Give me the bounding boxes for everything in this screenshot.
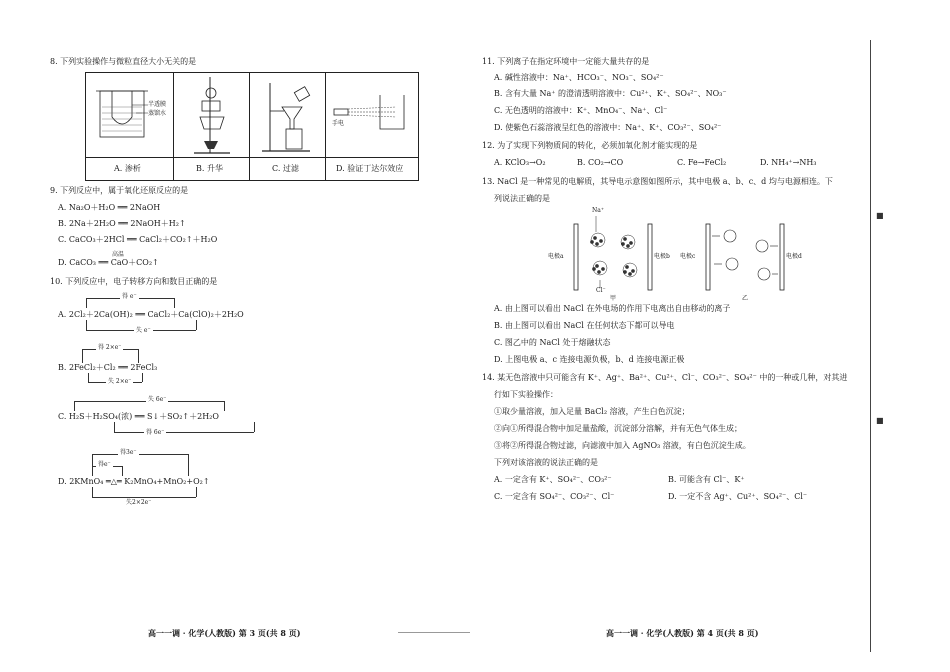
margin-mark: ■ [876,210,884,220]
binding-margin-line [870,40,871,652]
q13-stem-line1: 13. NaCl 是一种常见的电解质，其导电示意图如图所示，其中电极 a、b、c、d 均与电源相连。下 [482,177,833,186]
margin-mark: ■ [876,415,884,425]
q10-c-loss: 失 6e⁻ [148,396,167,403]
q8-captions [86,157,418,180]
q9-option-a: A. Na₂O＋H₂O ══ 2NaOH [58,203,161,212]
electrode-c: 电极c [680,253,696,260]
q13-stem-line2: 列说法正确的是 [494,194,550,203]
na-ion-label: Na⁺ [592,207,604,214]
q8-figure-table [85,72,419,181]
q8-stem: 8. 下列实验操作与微粒直径大小无关的是 [50,57,197,66]
q9-option-d: D. CaCO₃ ══ CaO＋CO₂↑ [58,258,159,267]
q13-option-d: D. 上图电极 a、c 连接电源负极，b、d 连接电源正极 [494,355,685,364]
q14-step-2: ②向①所得混合物中加足量盐酸，沉淀部分溶解，并有无色气体生成； [494,424,742,433]
left-page-footer: 高一一调 · 化学(人教版) 第 3 页(共 8 页) [148,628,301,638]
q11-option-c: C. 无色透明的溶液中：K⁺、MnO₄⁻、Na⁺、Cl⁻ [494,106,668,115]
figure-yi-caption: 乙 [742,295,749,302]
q10-b-gain: 得 2×e⁻ [98,344,122,351]
cl-ion-label: Cl⁻ [596,287,606,294]
q8-option-d: D. 验证丁达尔效应 [336,164,404,173]
q9-stem: 9. 下列反应中，属于氧化还原反应的是 [50,186,189,195]
q13-option-c: C. 图乙中的 NaCl 处于熔融状态 [494,338,611,347]
electrode-d: 电极d [786,253,802,260]
q13-option-b: B. 由上图可以看出 NaCl 在任何状态下都可以导电 [494,321,675,330]
q11-option-a: A. 碱性溶液中：Na⁺、HCO₃⁻、NO₃⁻、SO₄²⁻ [494,73,664,82]
q8-option-b: B. 升华 [196,164,223,173]
tyndall-figure [326,73,418,157]
q8-option-c: C. 过滤 [272,164,299,173]
q10-d-gain-2: 得e⁻ [98,461,111,468]
q12-option-c: C. Fe→FeCl₂ [677,158,727,167]
q14-option-a: A. 一定含有 K⁺、SO₄²⁻、CO₃²⁻ [494,475,612,484]
q8-option-a: A. 渗析 [114,164,141,173]
q14-question: 下列对该溶液的说法正确的是 [494,458,598,467]
q14-step-3: ③将②所得混合物过滤，向滤液中加入 AgNO₃ 溶液，有白色沉淀生成。 [494,441,751,450]
q9-d-condition: 高温 [112,251,125,258]
q9-option-c: C. CaCO₃＋2HCl ══ CaCl₂＋CO₂↑＋H₂O [58,235,218,244]
q9-option-b: B. 2Na＋2H₂O ══ 2NaOH＋H₂↑ [58,219,186,228]
q10-stem: 10. 下列反应中，电子转移方向和数目正确的是 [50,277,218,286]
q10-option-b: B. 2FeCl₂＋Cl₂ ══ 2FeCl₃ [58,363,158,372]
figure-jia-caption: 甲 [610,295,617,302]
right-page-footer: 高一一调 · 化学(人教版) 第 4 页(共 8 页) [606,628,759,638]
q10-a-gain: 得 e⁻ [122,293,137,300]
torch-label: 手电 [332,120,345,127]
q14-stem-line2: 行如下实验操作： [494,390,558,399]
filtration-figure [250,73,326,157]
q14-stem-line1: 14. 某无色溶液中只可能含有 K⁺、Ag⁺、Ba²⁺、Cu²⁺、Cl⁻、CO₃²⁻、SO₄²⁻ 中的一种或几种，对其进 [482,373,848,382]
q14-step-1: ①取少量溶液，加入足量 BaCl₂ 溶液，产生白色沉淀； [494,407,690,416]
q10-option-a: A. 2Cl₂＋2Ca(OH)₂ ══ CaCl₂＋Ca(ClO)₂＋2H₂O [58,310,244,319]
q12-stem: 12. 为了实现下列物质间的转化，必须加氧化剂才能实现的是 [482,141,698,150]
nacl-conduction-figure [540,206,820,302]
q12-option-b: B. CO₂→CO [577,158,624,167]
q10-option-d: D. 2KMnO₄ ═△═ K₂MnO₄+MnO₂+O₂↑ [58,477,210,486]
q12-option-d: D. NH₄⁺→NH₃ [760,158,817,167]
electrode-a: 电极a [548,253,564,260]
q12-option-a: A. KClO₃→O₂ [494,158,546,167]
q10-option-c: C. H₂S＋H₂SO₄(浓) ══ S↓＋SO₂↑＋2H₂O [58,412,219,421]
q13-option-a: A. 由上图可以看出 NaCl 在外电场的作用下电离出自由移动的离子 [494,304,731,313]
q10-b-loss: 失 2×e⁻ [108,378,132,385]
q10-c-gain: 得 6e⁻ [146,429,165,436]
dialysis-figure [86,73,174,157]
q10-d-gain-1: 得3e⁻ [120,449,137,456]
q11-option-d: D. 使紫色石蕊溶液呈红色的溶液中：Na⁺、K⁺、CO₃²⁻、SO₄²⁻ [494,123,722,132]
q10-d-loss: 失2×2e⁻ [126,499,152,506]
q14-option-c: C. 一定含有 SO₄²⁻、CO₃²⁻、Cl⁻ [494,492,615,501]
q14-option-b: B. 可能含有 Cl⁻、K⁺ [668,475,745,484]
q11-option-b: B. 含有大量 Na⁺ 的澄清透明溶液中：Cu²⁺、K⁺、SO₄²⁻、NO₃⁻ [494,89,727,98]
membrane-label: 半透膜 [148,101,167,108]
q14-option-d: D. 一定不含 Ag⁺、Cu²⁺、SO₄²⁻、Cl⁻ [668,492,808,501]
q11-stem: 11. 下列离子在指定环境中一定能大量共存的是 [482,57,650,66]
q10-a-loss: 失 e⁻ [136,327,151,334]
electrode-b: 电极b [654,253,670,260]
sublimation-figure [174,73,250,157]
water-label: 蒸馏水 [148,110,167,117]
